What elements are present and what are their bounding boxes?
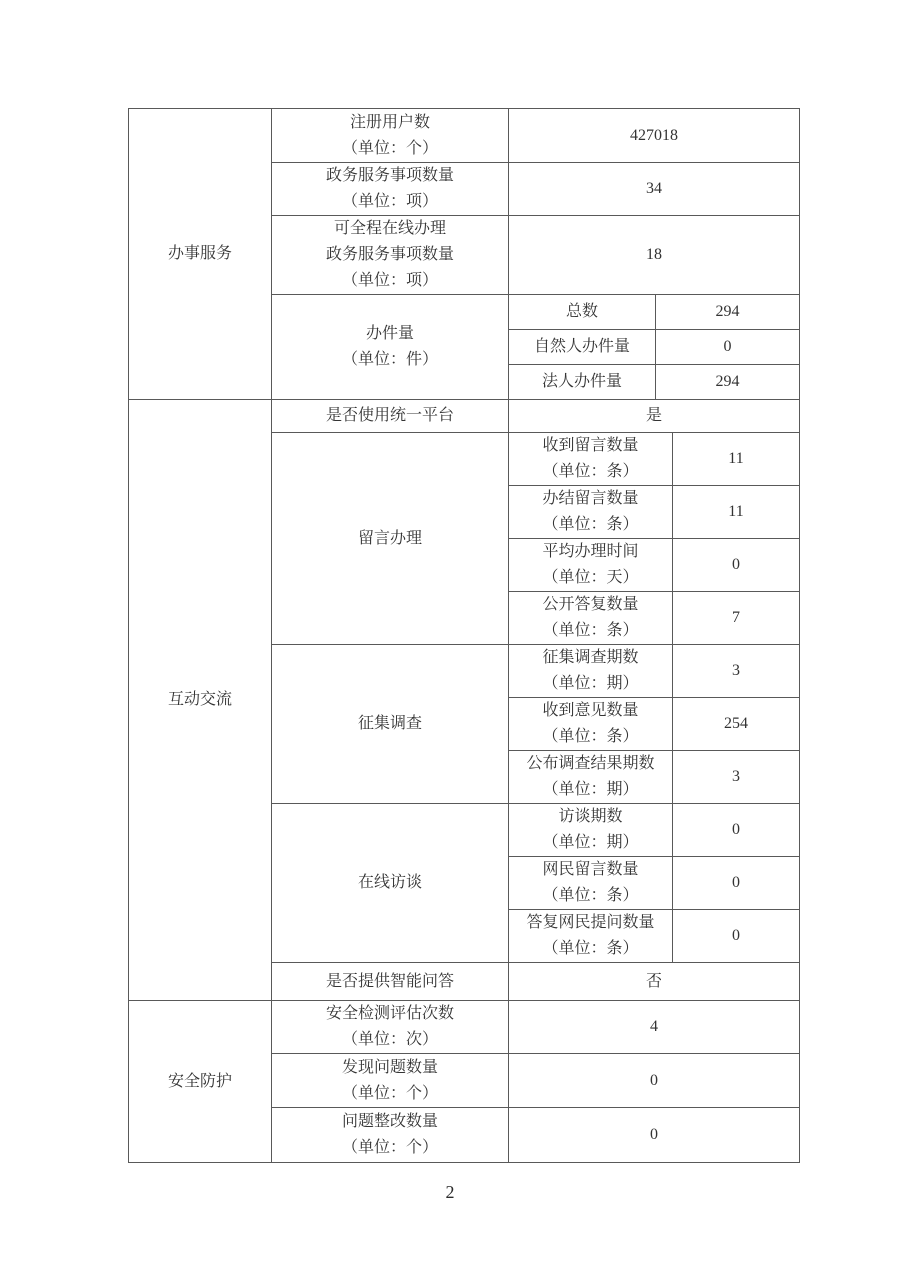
subrow-label-cell bbox=[509, 804, 673, 857]
row-value: 4 bbox=[509, 1001, 800, 1054]
group-unit: （单位：件） bbox=[341, 351, 438, 368]
subrow-label: 自然人办件量 bbox=[509, 330, 656, 365]
subrow-label: 总数 bbox=[509, 295, 656, 330]
group-label-cell: 在线访谈 bbox=[272, 804, 509, 963]
subrow-label-cell bbox=[509, 751, 673, 804]
subrow-label-cell bbox=[509, 857, 673, 910]
section-label-service: 办事服务 bbox=[129, 109, 272, 400]
subrow-value: 3 bbox=[673, 751, 800, 804]
subrow-label: 公布调查结果期数 bbox=[526, 755, 655, 772]
row-value: 18 bbox=[509, 216, 800, 295]
subrow-unit: （单位：条） bbox=[542, 940, 639, 957]
subrow-label-cell bbox=[509, 592, 673, 645]
subrow-label-cell bbox=[509, 910, 673, 963]
subrow-label: 法人办件量 bbox=[509, 365, 656, 400]
row-value: 427018 bbox=[509, 109, 800, 163]
subrow-label: 收到意见数量 bbox=[542, 702, 639, 719]
subrow-unit: （单位：条） bbox=[542, 887, 639, 904]
row-unit: （单位：个） bbox=[341, 1084, 438, 1102]
group-label-cell: 征集调查 bbox=[272, 645, 509, 804]
subrow-value: 0 bbox=[673, 910, 800, 963]
section-label-security: 安全防护 bbox=[129, 1001, 272, 1163]
row-value: 34 bbox=[509, 163, 800, 216]
group-label-cell: 留言办理 bbox=[272, 433, 509, 645]
subrow-label-cell bbox=[509, 698, 673, 751]
row-label-cell bbox=[272, 1054, 509, 1108]
row-label: 安全检测评估次数 bbox=[325, 1005, 454, 1022]
subrow-unit: （单位：天） bbox=[542, 569, 639, 586]
subrow-value: 0 bbox=[673, 857, 800, 910]
page-number: 2 bbox=[445, 1182, 455, 1202]
row-label-cell bbox=[272, 1001, 509, 1054]
row-value: 是 bbox=[509, 400, 800, 433]
subrow-label: 征集调查期数 bbox=[542, 649, 639, 666]
row-value: 0 bbox=[509, 1054, 800, 1108]
statistics-table bbox=[128, 108, 800, 1163]
section-label-interaction: 互动交流 bbox=[129, 400, 272, 1001]
subrow-unit: （单位：期） bbox=[542, 781, 639, 798]
subrow-value: 294 bbox=[656, 295, 800, 330]
subrow-value: 7 bbox=[673, 592, 800, 645]
subrow-label: 访谈期数 bbox=[558, 808, 623, 825]
subrow-label-cell bbox=[509, 539, 673, 592]
row-label-cell: 是否提供智能问答 bbox=[272, 963, 509, 1001]
subrow-unit: （单位：条） bbox=[542, 516, 639, 533]
subrow-label: 办结留言数量 bbox=[542, 490, 639, 507]
row-unit: （单位：项） bbox=[341, 193, 438, 210]
subrow-value: 294 bbox=[656, 365, 800, 400]
subrow-label: 答复网民提问数量 bbox=[526, 914, 655, 931]
table-row bbox=[129, 109, 800, 163]
subrow-unit: （单位：条） bbox=[542, 622, 639, 639]
subrow-label: 公开答复数量 bbox=[542, 596, 639, 613]
subrow-value: 11 bbox=[673, 433, 800, 486]
subrow-label: 收到留言数量 bbox=[542, 437, 639, 454]
subrow-value: 0 bbox=[673, 539, 800, 592]
subrow-unit: （单位：条） bbox=[542, 728, 639, 745]
subrow-value: 3 bbox=[673, 645, 800, 698]
group-label: 办件量 bbox=[365, 325, 414, 342]
subrow-label-cell bbox=[509, 486, 673, 539]
row-label: 注册用户数 bbox=[349, 113, 430, 131]
subrow-label: 平均办理时间 bbox=[542, 543, 639, 560]
row-label: 可全程在线办理 bbox=[333, 220, 446, 237]
table-row bbox=[129, 400, 800, 433]
row-unit: （单位：项） bbox=[341, 272, 438, 289]
row-unit: （单位：个） bbox=[341, 139, 438, 157]
subrow-unit: （单位：期） bbox=[542, 834, 639, 851]
row-label-cell bbox=[272, 109, 509, 163]
row-label: 发现问题数量 bbox=[341, 1058, 438, 1076]
row-unit: （单位：次） bbox=[341, 1031, 438, 1048]
row-label-cell bbox=[272, 216, 509, 295]
row-label: 政务服务事项数量 bbox=[325, 167, 454, 184]
row-label: 问题整改数量 bbox=[341, 1113, 438, 1130]
table-row bbox=[129, 1001, 800, 1054]
subrow-value: 0 bbox=[656, 330, 800, 365]
row-unit: （单位：个） bbox=[341, 1139, 438, 1156]
subrow-value: 0 bbox=[673, 804, 800, 857]
subrow-unit: （单位：条） bbox=[542, 463, 639, 480]
row-label-line2: 政务服务事项数量 bbox=[325, 246, 454, 263]
subrow-unit: （单位：期） bbox=[542, 675, 639, 692]
row-value: 否 bbox=[509, 963, 800, 1001]
row-label-cell bbox=[272, 163, 509, 216]
row-label-cell: 是否使用统一平台 bbox=[272, 400, 509, 433]
subrow-value: 254 bbox=[673, 698, 800, 751]
subrow-label: 网民留言数量 bbox=[542, 861, 639, 878]
subrow-label-cell bbox=[509, 645, 673, 698]
subrow-value: 11 bbox=[673, 486, 800, 539]
row-value: 0 bbox=[509, 1108, 800, 1163]
subrow-label-cell bbox=[509, 433, 673, 486]
group-label-cell bbox=[272, 295, 509, 400]
row-label-cell bbox=[272, 1108, 509, 1163]
